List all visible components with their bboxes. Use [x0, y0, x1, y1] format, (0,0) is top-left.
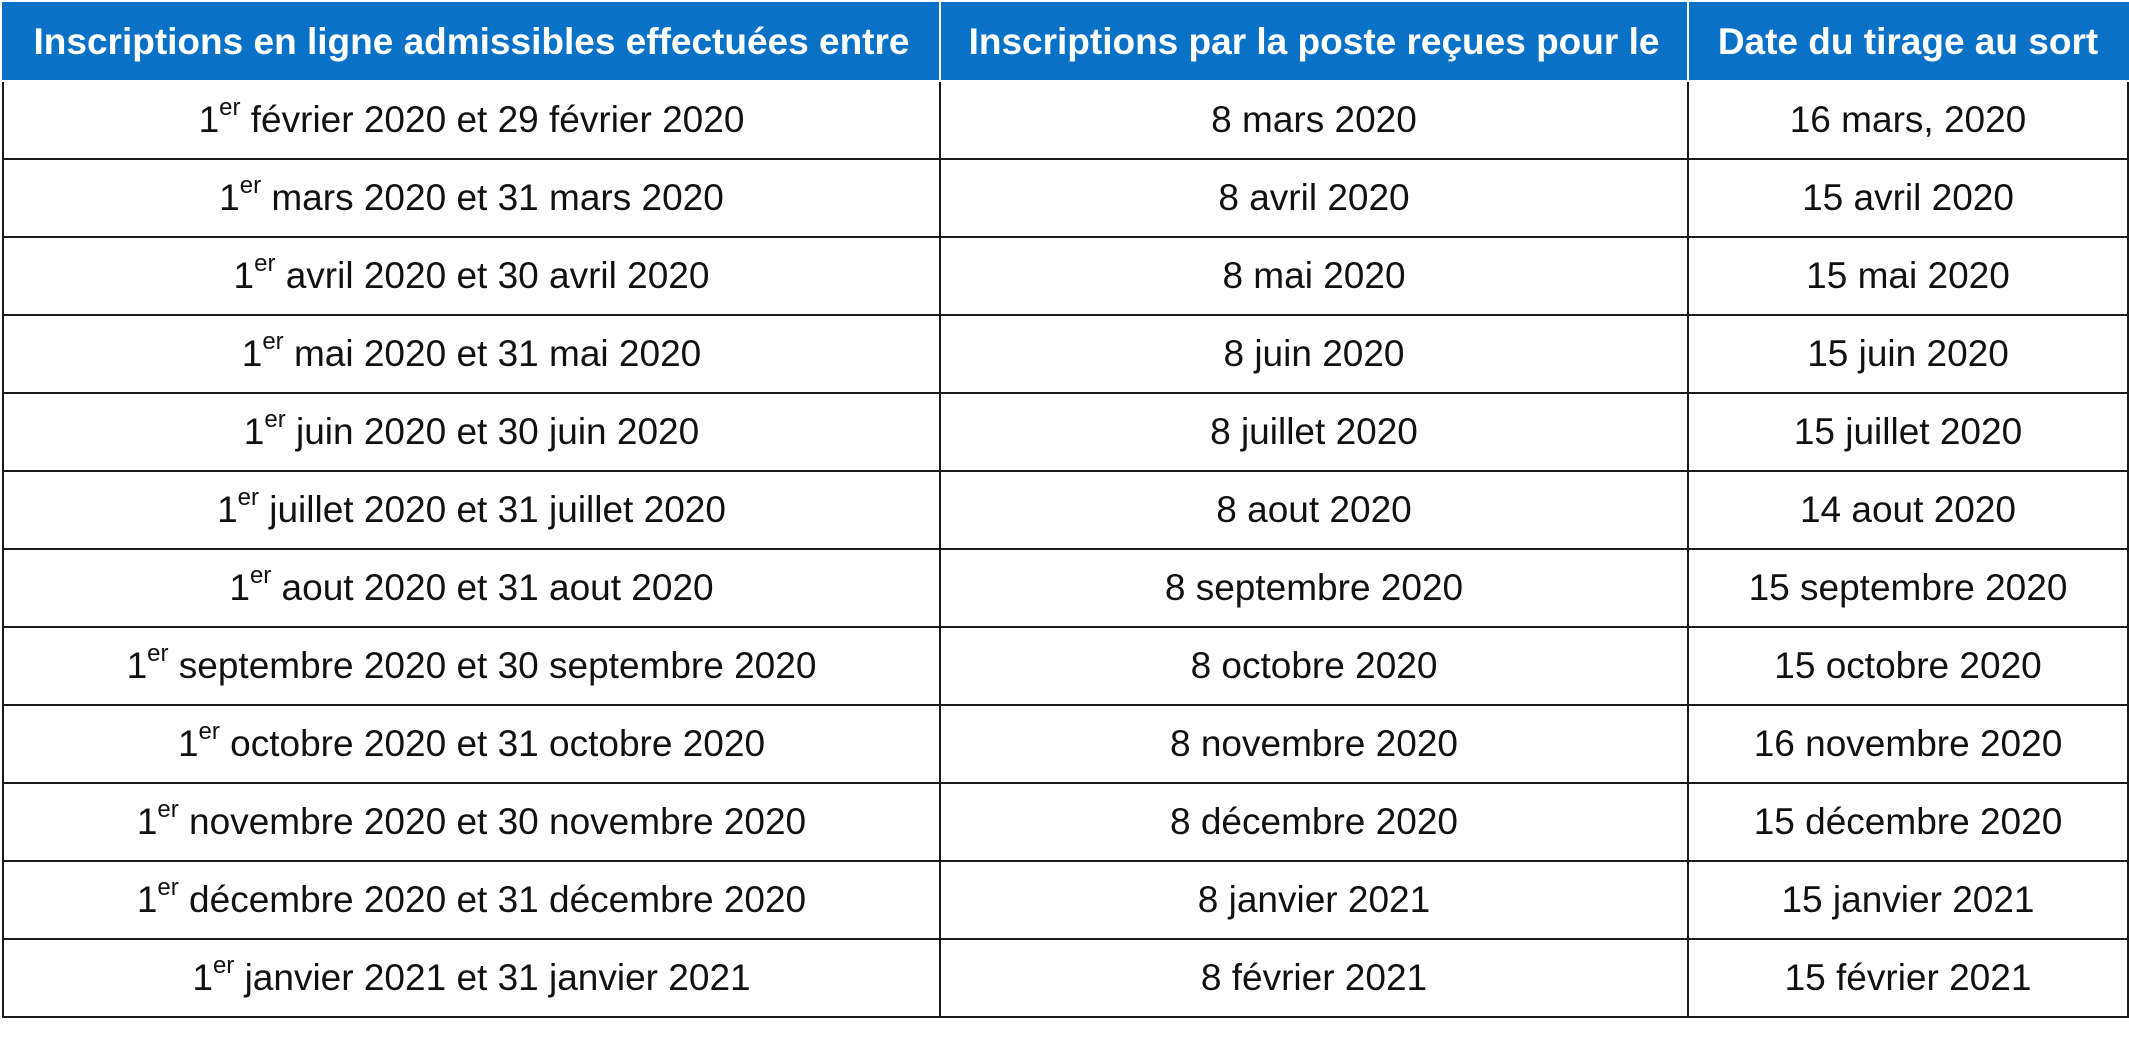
online-period-text: octobre 2020 et 31 octobre 2020 — [219, 723, 766, 764]
table-body — [3, 81, 2128, 1017]
online-period-day: 1 — [198, 99, 220, 140]
online-period-cell — [3, 939, 940, 1017]
draw-date-cell: 15 mai 2020 — [1688, 237, 2128, 315]
online-period-day: 1 — [136, 801, 158, 842]
table-row — [3, 861, 2128, 939]
draw-date-cell: 15 juillet 2020 — [1688, 393, 2128, 471]
online-period-text: avril 2020 et 30 avril 2020 — [275, 255, 710, 296]
online-period-day: 1 — [177, 723, 199, 764]
table-row — [3, 783, 2128, 861]
online-period-text: juin 2020 et 30 juin 2020 — [285, 411, 700, 452]
online-period-cell — [3, 861, 940, 939]
online-period-day: 1 — [243, 411, 265, 452]
ordinal-suffix: er — [219, 93, 241, 121]
header-row — [3, 3, 2128, 81]
online-period-cell — [3, 627, 940, 705]
online-period-cell — [3, 159, 940, 237]
ordinal-suffix: er — [264, 405, 286, 433]
ordinal-suffix: er — [237, 483, 259, 511]
mail-received-date-cell: 8 aout 2020 — [940, 471, 1688, 549]
ordinal-suffix: er — [262, 327, 284, 355]
online-period-cell — [3, 237, 940, 315]
table-row — [3, 159, 2128, 237]
online-period-text: mai 2020 et 31 mai 2020 — [283, 333, 702, 374]
draw-date-cell: 15 décembre 2020 — [1688, 783, 2128, 861]
table-row — [3, 705, 2128, 783]
mail-received-date-cell: 8 septembre 2020 — [940, 549, 1688, 627]
mail-received-date-cell: 8 avril 2020 — [940, 159, 1688, 237]
ordinal-suffix: er — [239, 171, 262, 199]
online-period-cell — [3, 783, 940, 861]
ordinal-suffix: er — [249, 561, 272, 589]
draw-date-cell: 16 novembre 2020 — [1688, 705, 2128, 783]
online-period-text: aout 2020 et 31 aout 2020 — [271, 567, 714, 608]
table-row — [3, 237, 2128, 315]
table-row — [3, 393, 2128, 471]
draw-date-cell: 15 juin 2020 — [1688, 315, 2128, 393]
online-period-text: juillet 2020 et 31 juillet 2020 — [258, 489, 726, 530]
online-period-day: 1 — [126, 645, 148, 686]
table-header — [3, 3, 2128, 81]
table-row — [3, 315, 2128, 393]
mail-received-date-cell: 8 juillet 2020 — [940, 393, 1688, 471]
mail-received-date-cell: 8 mai 2020 — [940, 237, 1688, 315]
draw-date-cell: 15 janvier 2021 — [1688, 861, 2128, 939]
draw-date-cell: 15 octobre 2020 — [1688, 627, 2128, 705]
draw-date-cell: 14 aout 2020 — [1688, 471, 2128, 549]
online-period-day: 1 — [233, 255, 255, 296]
table-row — [3, 549, 2128, 627]
online-period-cell — [3, 81, 940, 159]
draw-schedule-table — [2, 2, 2129, 1018]
mail-received-date-cell: 8 octobre 2020 — [940, 627, 1688, 705]
table-row — [3, 471, 2128, 549]
table-row — [3, 81, 2128, 159]
online-period-text: novembre 2020 et 30 novembre 2020 — [178, 801, 807, 842]
online-period-cell — [3, 315, 940, 393]
draw-date-cell: 15 avril 2020 — [1688, 159, 2128, 237]
mail-received-date-cell: 8 décembre 2020 — [940, 783, 1688, 861]
ordinal-suffix: er — [157, 795, 179, 823]
online-period-text: mars 2020 et 31 mars 2020 — [261, 177, 724, 218]
mail-received-date-cell: 8 janvier 2021 — [940, 861, 1688, 939]
online-period-cell — [3, 393, 940, 471]
draw-date-cell: 16 mars, 2020 — [1688, 81, 2128, 159]
table-row — [3, 627, 2128, 705]
ordinal-suffix: er — [157, 873, 179, 901]
online-period-day: 1 — [217, 489, 238, 530]
online-period-text: décembre 2020 et 31 décembre 2020 — [178, 879, 807, 920]
online-period-day: 1 — [229, 567, 250, 608]
draw-date-cell: 15 février 2021 — [1688, 939, 2128, 1017]
ordinal-suffix: er — [254, 249, 276, 277]
online-period-text: février 2020 et 29 février 2020 — [240, 99, 745, 140]
mail-received-date-cell: 8 février 2021 — [940, 939, 1688, 1017]
online-period-text: septembre 2020 et 30 septembre 2020 — [168, 645, 817, 686]
ordinal-suffix: er — [212, 951, 235, 979]
online-period-day: 1 — [241, 333, 263, 374]
ordinal-suffix: er — [198, 717, 220, 745]
online-period-cell — [3, 471, 940, 549]
online-period-day: 1 — [192, 957, 213, 998]
header-online-entries: Inscriptions en ligne admissibles effectuées entre — [3, 3, 940, 81]
online-period-text: janvier 2021 et 31 janvier 2021 — [234, 957, 751, 998]
table-row — [3, 939, 2128, 1017]
mail-received-date-cell: 8 novembre 2020 — [940, 705, 1688, 783]
mail-received-date-cell: 8 mars 2020 — [940, 81, 1688, 159]
header-draw-date: Date du tirage au sort — [1688, 3, 2128, 81]
mail-received-date-cell: 8 juin 2020 — [940, 315, 1688, 393]
draw-date-cell: 15 septembre 2020 — [1688, 549, 2128, 627]
online-period-day: 1 — [219, 177, 240, 218]
header-mail-entries: Inscriptions par la poste reçues pour le — [940, 3, 1688, 81]
online-period-cell — [3, 705, 940, 783]
online-period-day: 1 — [136, 879, 158, 920]
online-period-cell — [3, 549, 940, 627]
ordinal-suffix: er — [147, 639, 169, 667]
